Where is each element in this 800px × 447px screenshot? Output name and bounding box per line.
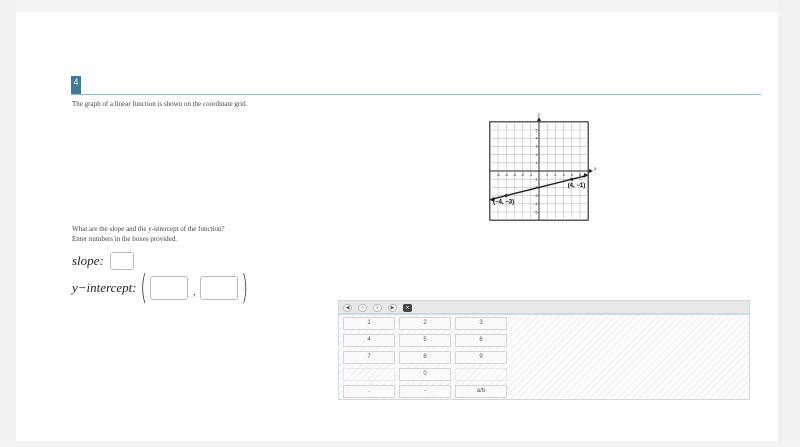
point-a	[570, 178, 573, 181]
window-bottom-edge	[0, 441, 800, 447]
y-tick-label: 1	[535, 161, 538, 166]
question-divider	[71, 94, 761, 95]
right-arrow-icon[interactable]: ▶	[388, 304, 397, 312]
equation-keypad	[338, 300, 750, 400]
y-tick-label: -3	[534, 193, 538, 198]
question-prompt	[72, 224, 225, 244]
comma-separator: ,	[192, 287, 196, 298]
window-right-edge	[778, 0, 800, 447]
point-b-label: (−4, −3)	[493, 199, 515, 206]
slope-row	[72, 250, 134, 272]
key-fraction[interactable]: a/b	[455, 385, 507, 398]
x-axis-label: x	[593, 167, 597, 172]
key-6[interactable]: 6	[455, 334, 507, 347]
y-tick-label: 5	[535, 128, 538, 133]
right-paren: )	[241, 268, 249, 308]
key-2[interactable]: 2	[399, 317, 451, 330]
y-axis-label: y	[538, 113, 541, 119]
keypad-body	[338, 314, 750, 400]
key-blank	[343, 368, 395, 381]
key-5[interactable]: 5	[399, 334, 451, 347]
key-9[interactable]: 9	[455, 351, 507, 364]
x-tick-label: 3	[562, 173, 565, 177]
y-intercept-x-input[interactable]	[150, 276, 188, 300]
key-0[interactable]: 0	[399, 368, 451, 381]
x-tick-label: 5	[579, 173, 581, 177]
key-8[interactable]: 8	[399, 351, 451, 364]
point-a-label: (4, −1)	[567, 183, 586, 190]
x-tick-label: -1	[529, 173, 533, 177]
x-tick-label: 1	[546, 173, 549, 177]
key-7[interactable]: 7	[343, 351, 395, 364]
y-tick-label: 2	[535, 152, 538, 157]
question-number-badge: 4	[71, 76, 81, 94]
y-tick-label: -4	[534, 202, 538, 207]
x-tick-label: -2	[520, 173, 525, 177]
backspace-icon[interactable]: ×	[403, 304, 412, 312]
y-tick-label: -1	[534, 177, 538, 182]
keypad-toolbar	[338, 300, 750, 314]
y-tick-label: -5	[534, 210, 538, 215]
key-3[interactable]: 3	[455, 317, 507, 330]
window-left-edge	[0, 0, 16, 447]
prompt-line-1: What are the slope and the y-intercept of the function?	[72, 225, 225, 233]
y-intercept-row	[72, 268, 252, 308]
left-double-arrow-icon[interactable]: «	[358, 304, 367, 312]
window-top-edge	[0, 0, 800, 12]
question-stem: The graph of a linear function is shown on the coordinate grid.	[72, 100, 248, 108]
y-tick-label: 3	[535, 144, 538, 149]
right-double-arrow-icon[interactable]: »	[373, 304, 382, 312]
x-tick-label: 4	[570, 173, 573, 177]
prompt-line-2: Enter numbers in the boxes provided.	[72, 235, 177, 243]
key-4[interactable]: 4	[343, 334, 395, 347]
slope-input[interactable]	[110, 252, 134, 270]
x-tick-label: -5	[496, 173, 500, 177]
slope-label: slope:	[72, 253, 104, 268]
key-1[interactable]: 1	[343, 317, 395, 330]
y-intercept-label: y−intercept:	[72, 280, 137, 295]
x-tick-label: -4	[504, 173, 508, 177]
x-axis-arrow	[589, 169, 593, 173]
x-tick-label: 2	[554, 173, 557, 177]
left-arrow-icon[interactable]: ◀	[343, 304, 352, 312]
key-decimal[interactable]: .	[343, 385, 395, 398]
left-paren: (	[139, 268, 147, 308]
y-intercept-y-input[interactable]	[200, 276, 238, 300]
key-blank	[455, 368, 507, 381]
coordinate-grid	[488, 113, 598, 228]
y-tick-label: 4	[535, 136, 538, 141]
x-tick-label: -3	[512, 173, 517, 177]
key-negative[interactable]: -	[399, 385, 451, 398]
point-b	[505, 194, 508, 197]
